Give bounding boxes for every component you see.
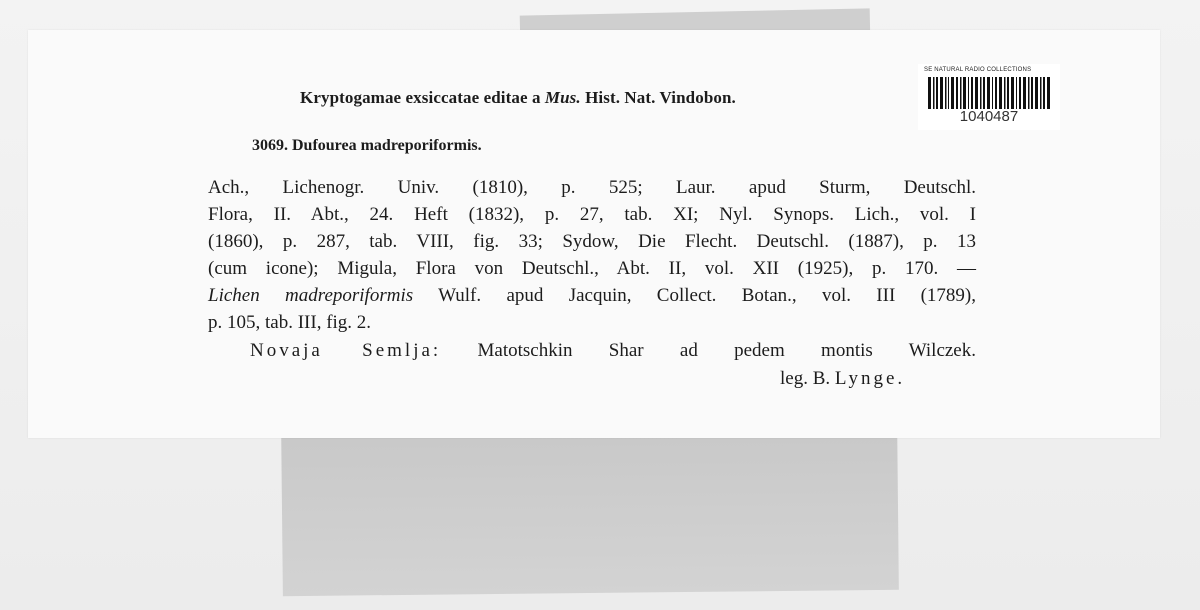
barcode-number: 1040487	[959, 108, 1019, 125]
citation-line: (1860), p. 287, tab. VIII, fig. 33; Sydow, Die Flecht. Deutschl. (1887), p. 13	[208, 231, 976, 252]
synonym-citation: Wulf. apud Jacquin, Collect. Botan., vol. III (1789),	[413, 285, 976, 306]
series-title-end: Hist. Nat. Vindobon.	[580, 88, 736, 107]
citation-line: Ach., Lichenogr. Univ. (1810), p. 525; Laur. apud Sturm, Deutschl.	[208, 177, 976, 198]
barcode-bars	[928, 77, 1050, 109]
series-title-italic: Mus.	[544, 88, 581, 107]
series-title-start: Kryptogamae exsiccatae editae a	[300, 88, 545, 107]
collector-line	[780, 368, 905, 390]
barcode-caption: SE NATURAL RADIO COLLECTIONS	[924, 67, 1032, 73]
grey-card	[281, 422, 899, 596]
citation-line: (cum icone); Migula, Flora von Deutschl., Abt. II, vol. XII (1925), p. 170. —	[208, 258, 976, 279]
synonym-name: Lichen madreporiformis	[208, 285, 414, 306]
exsiccata-series-title	[300, 88, 900, 108]
citation-line: Flora, II. Abt., 24. Heft (1832), p. 27, tab. XI; Nyl. Synops. Lich., vol. I	[208, 204, 976, 225]
locality-detail: Matotschkin Shar ad pedem montis Wilczek.	[441, 340, 976, 361]
locality-region: Novaja Semlja:	[250, 340, 442, 361]
collector-prefix: leg. B.	[780, 368, 835, 389]
locality-line	[250, 340, 976, 362]
citation-line-last: p. 105, tab. III, fig. 2.	[208, 312, 372, 333]
collector-name: Lynge.	[834, 368, 906, 389]
synonym-line	[208, 284, 976, 308]
species-name: 3069. Dufourea madreporiformis.	[252, 137, 482, 154]
barcode-label	[918, 64, 1060, 130]
